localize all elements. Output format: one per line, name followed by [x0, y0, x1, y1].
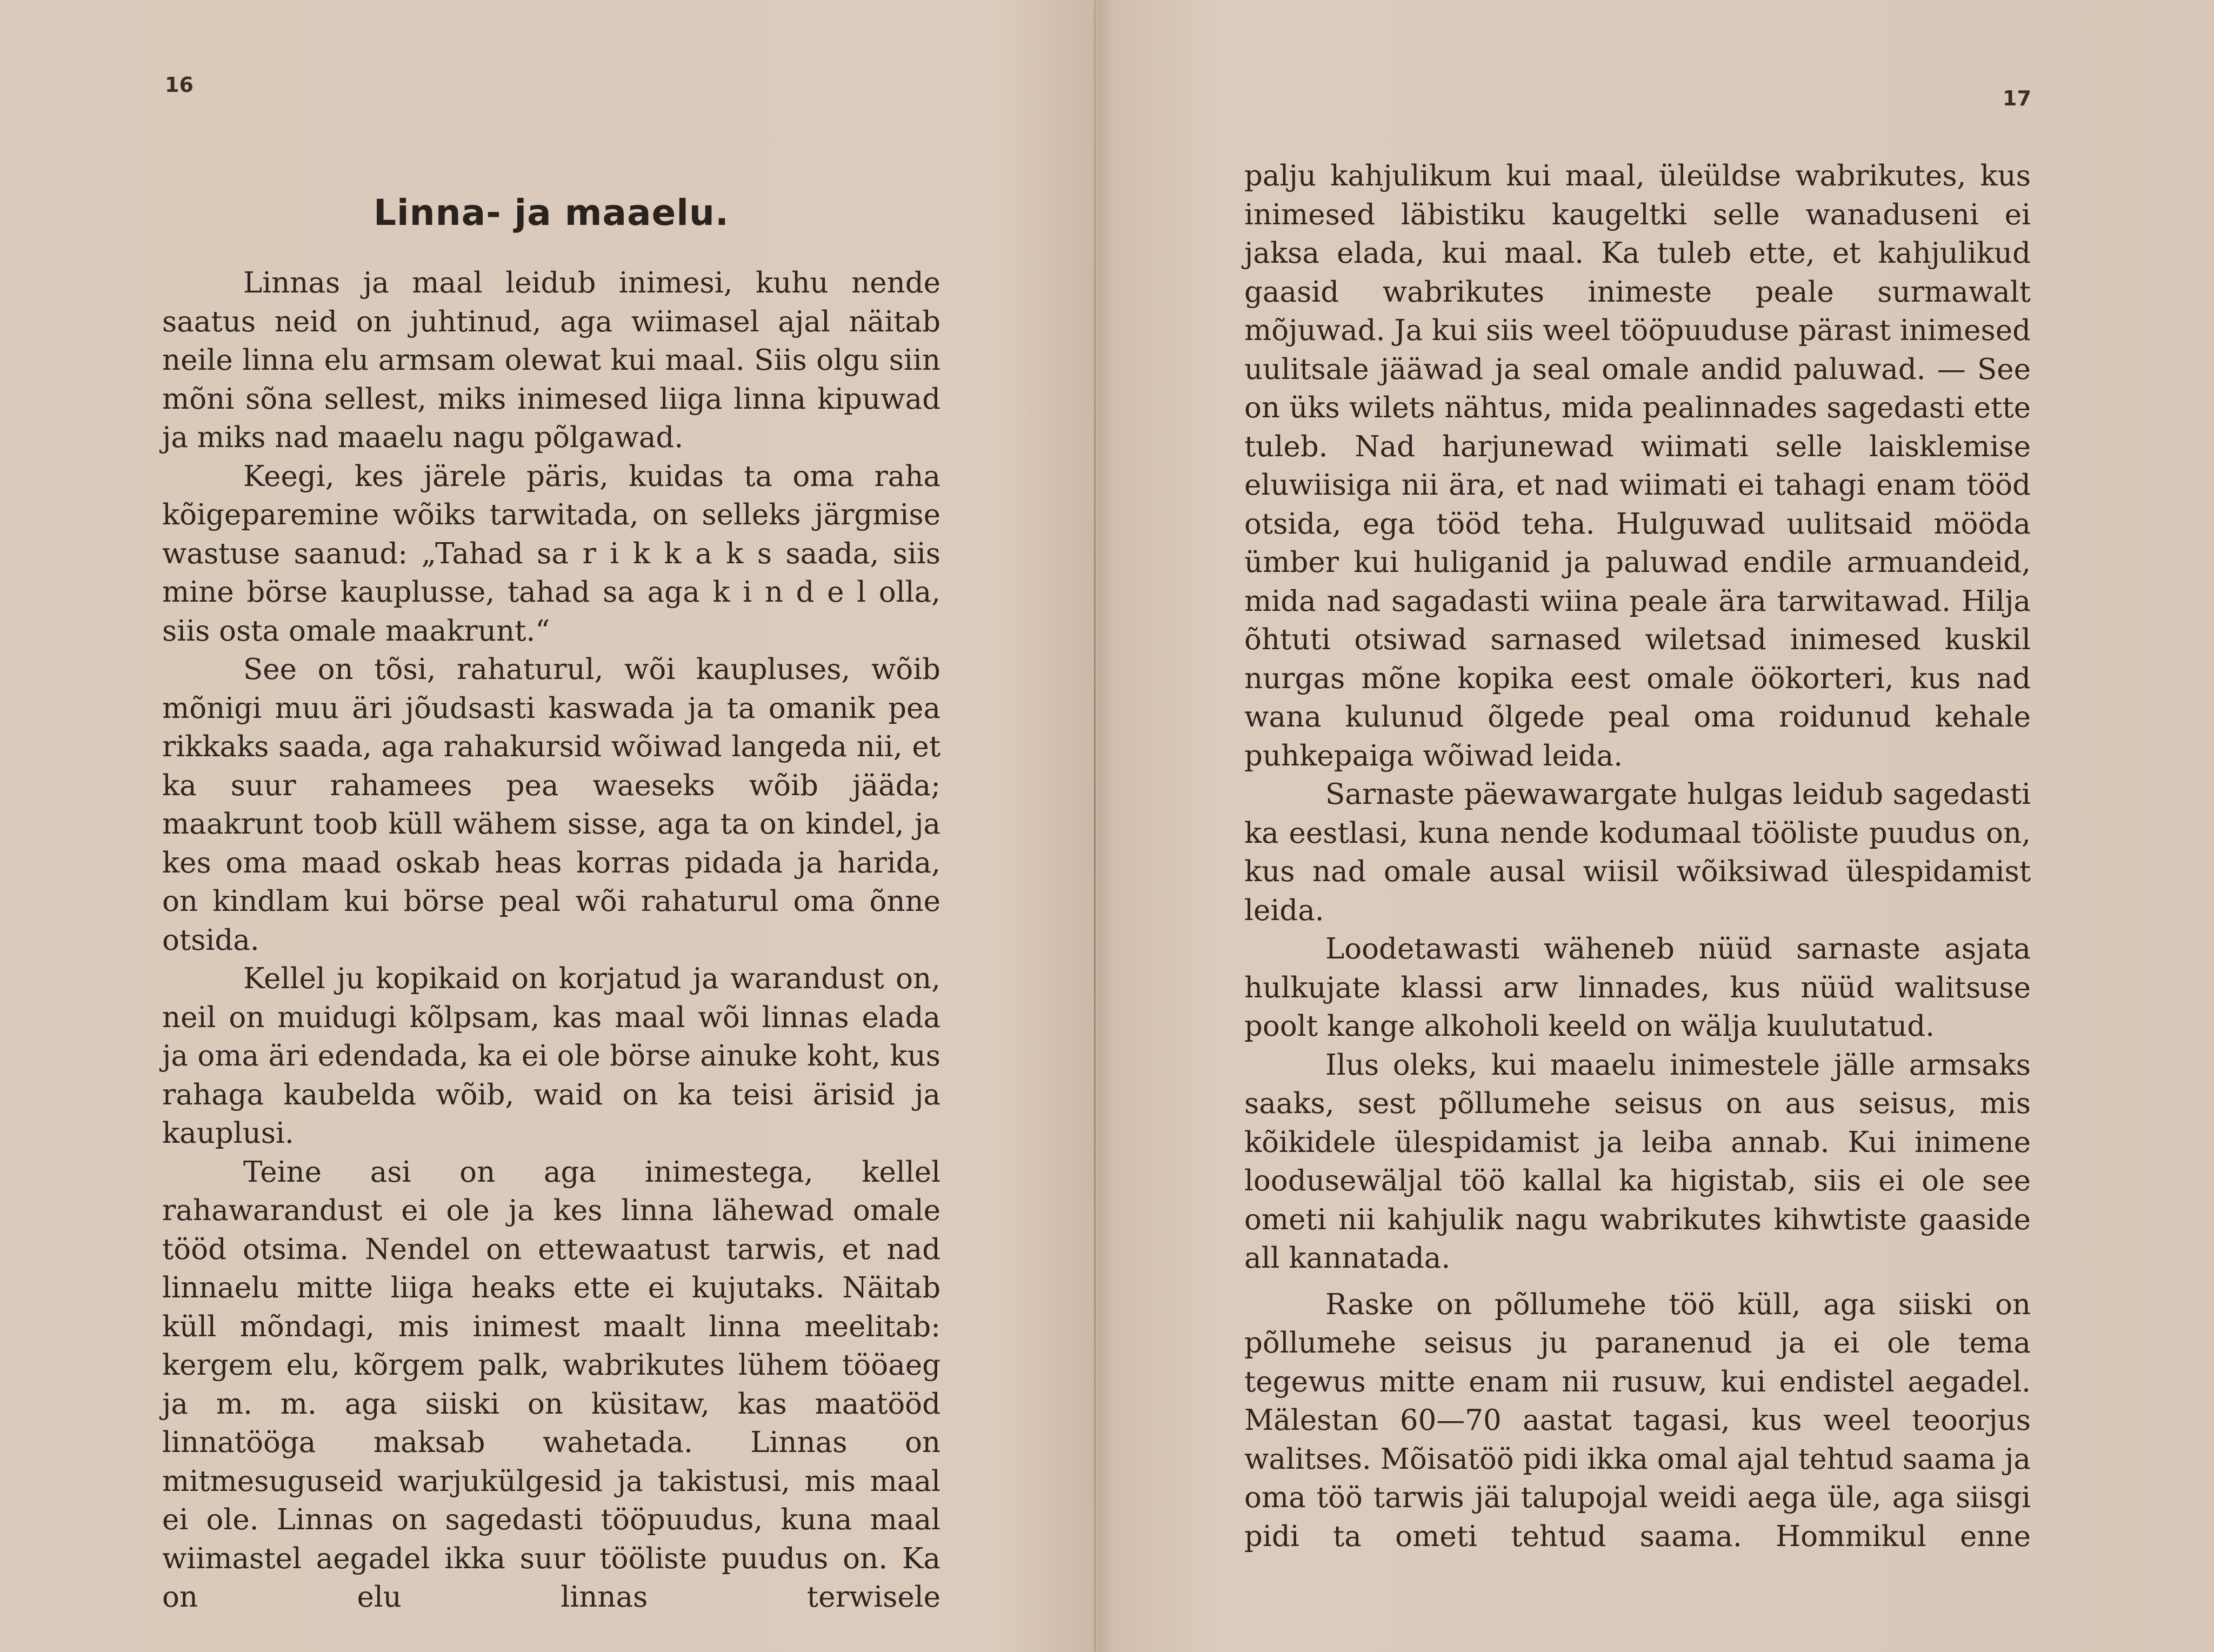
paragraph: Teine asi on aga inimestega, kellel rahawarandust ei ole ja kes linna lähewad omale tööd otsima. Nendel on ettewaatust tarwis, et nad linnaelu mitte liiga heaks ette ei kujutaks. Näitab küll mõndagi, mis inimest maalt linna meelitab: kergem elu, kõrgem palk, wabrikutes lühem tööaeg ja m. m. aga siiski on küsitaw, kas maatööd linnatööga maksab wahetada. Linnas on mitmesuguseid warjukülgesid ja takistusi, mis maal ei ole. Linnas on sagedasti tööpuudus, kuna maal wiimastel aegadel ikka suur tööliste puudus on. Ka on elu linnas terwisele	[162, 1155, 941, 1614]
paragraph: Raske on põllumehe töö küll, aga siiski on põllumehe seisus ju paranenud ja ei ole tema tegewus mitte enam nii rusuw, kui endistel aegadel. Mälestan 60—70 aastat tagasi, kus weel teoorjus walitses. Mõisatöö pidi ikka omal ajal tehtud saama ja oma töö tarwis jäi talupojal weidi aega üle, aga siisgi pidi ta ometi tehtud saama. Hommikul enne	[1244, 1288, 2031, 1553]
paragraph: Ilus oleks, kui maaelu inimestele jälle armsaks saaks, sest põllumehe seisus on aus seisus, mis kõikidele ülespidamist ja leiba annab. Kui inimene loodusewäljal töö kallal ka higistab, siis ei ole see ometi nii kahjulik nagu wabrikutes kihwtiste gaaside all kannatada.	[1244, 1048, 2031, 1275]
paragraph: Kellel ju kopikaid on korjatud ja warandust on, neil on muidugi kõlpsam, kas maal wõi linnas elada ja oma äri edendada, ka ei ole börse ainuke koht, kus rahaga kaubelda wõib, waid on ka teisi ärisid ja kauplusi.	[162, 962, 941, 1150]
left-page	[0, 0, 1094, 1652]
right-page	[1096, 0, 2214, 1652]
right-page-body	[1244, 157, 2031, 1556]
paragraph: Loodetawasti wäheneb nüüd sarnaste asjata hulkujate klassi arw linnades, kus nüüd walitsuse poolt kange alkoholi keeld on wälja kuulutatud.	[1244, 932, 2031, 1043]
chapter-title: Linna- ja maaelu.	[374, 192, 729, 234]
paragraph: palju kahjulikum kui maal, üleüldse wabrikutes, kus inimesed läbistiku kaugeltki selle wanaduseni ei jaksa elada, kui maal. Ka tuleb ette, et kahjulikud gaasid wabrikutes inimeste peale surmawalt mõjuwad. Ja kui siis weel tööpuuduse pärast inimesed uulitsale jääwad ja seal omale andid paluwad. — See on üks wilets nähtus, mida pealinnades sagedasti ette tuleb. Nad harjunewad wiimati selle laisklemise eluwiisiga nii ära, et nad wiimati ei tahagi enam tööd otsida, ega tööd teha. Hulguwad uulitsaid mööda ümber kui huliganid ja paluwad endile armuandeid, mida nad sagadasti wiina peale ära tarwitawad. Hilja õhtuti otsiwad sarnased wiletsad inimesed kuskil nurgas mõne kopika eest omale öökorteri, kus nad wana kulunud õlgede peal oma roidunud kehale puhkepaiga wõiwad leida.	[1244, 159, 2031, 772]
paragraph: Keegi, kes järele päris, kuidas ta oma raha kõigeparemine wõiks tarwitada, on selleks järgmise wastuse saanud: „Tahad sa r i k k a k s saada, siis mine börse kauplusse, tahad sa aga k i n d e l olla, siis osta omale maakrunt.“	[162, 459, 941, 648]
page-number-left: 16	[165, 73, 194, 97]
paragraph: Sarnaste päewawargate hulgas leidub sagedasti ka eestlasi, kuna nende kodumaal tööliste puudus on, kus nad omale ausal wiisil wõiksiwad ülespidamist leida.	[1244, 778, 2031, 927]
paragraph-gap	[1244, 1278, 2031, 1285]
paragraph: See on tõsi, rahaturul, wõi kaupluses, wõib mõnigi muu äri jõudsasti kaswada ja ta omanik pea rikkaks saada, aga rahakursid wõiwad langeda nii, et ka suur rahamees pea waeseks wõib jääda; maakrunt toob küll wähem sisse, aga ta on kindel, ja kes oma maad oskab heas korras pidada ja harida, on kindlam kui börse peal wõi rahaturul oma õnne otsida.	[162, 653, 941, 957]
paragraph: Linnas ja maal leidub inimesi, kuhu nende saatus neid on juhtinud, aga wiimasel ajal näitab neile linna elu armsam olewat kui maal. Siis olgu siin mõni sõna sellest, miks inimesed liiga linna kipuwad ja miks nad maaelu nagu põlgawad.	[162, 267, 941, 454]
page-number-right: 17	[2003, 86, 2031, 110]
left-page-body	[162, 264, 941, 1617]
